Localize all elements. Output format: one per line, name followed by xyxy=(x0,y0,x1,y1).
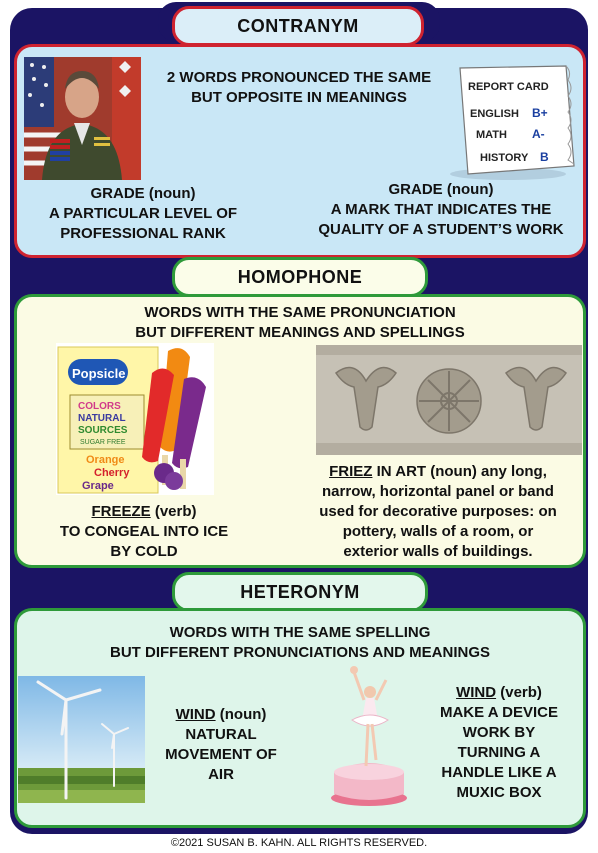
homophone-left-definition xyxy=(30,502,258,562)
definition-line: GRADE (noun) xyxy=(388,181,494,198)
heteronym-right-word: WIND xyxy=(456,684,497,701)
popsicle-box-line: COLORS xyxy=(78,401,121,412)
report-card-grade: B xyxy=(540,150,549,164)
popsicle-brand-text: Popsicle xyxy=(72,366,126,381)
homophone-left-pos: (verb) xyxy=(150,503,197,520)
copyright-footer: ©2021 SUSAN B. KAHN. ALL RIGHTS RESERVED. xyxy=(170,837,428,849)
popsicle-box-line: SOURCES xyxy=(78,425,128,436)
heteronym-heading-line: WORDS WITH THE SAME SPELLING xyxy=(169,624,431,641)
definition-line: QUALITY OF A STUDENT’S WORK xyxy=(318,221,564,238)
contranym-title: CONTRANYM xyxy=(172,6,424,46)
homophone-right-word: FRIEZ xyxy=(329,463,373,480)
definition-line: PROFESSIONAL RANK xyxy=(60,225,226,242)
heteronym-right-definition xyxy=(414,683,584,803)
wind-turbines-image xyxy=(18,676,145,803)
homophone-title: HOMOPHONE xyxy=(172,257,428,297)
heteronym-left-definition xyxy=(152,705,290,785)
general-photo xyxy=(24,57,141,180)
heteronym-left-pos: (noun) xyxy=(215,706,267,723)
report-card-title: REPORT CARD xyxy=(468,81,549,93)
homophone-right-definition xyxy=(304,462,572,562)
popsicle-flavor: Orange xyxy=(86,454,125,466)
popsicle-flavor: Grape xyxy=(82,480,114,492)
homophone-heading-line: WORDS WITH THE SAME PRONUNCIATION xyxy=(144,304,456,321)
heteronym-left-word: WIND xyxy=(175,706,216,723)
homophone-heading xyxy=(14,303,586,343)
report-card-grade: A- xyxy=(532,127,545,141)
popsicle-sugar-free: SUGAR FREE xyxy=(80,439,126,446)
heteronym-heading-line: BUT DIFFERENT PRONUNCIATIONS AND MEANINGS xyxy=(110,644,490,661)
definition-line: GRADE (noun) xyxy=(90,185,196,202)
definition-line: TURNING A xyxy=(457,744,541,761)
definition-line: AIR xyxy=(208,766,234,783)
heteronym-right-pos: (verb) xyxy=(496,684,542,701)
report-card-subject: MATH xyxy=(476,129,507,141)
definition-line: MOVEMENT OF xyxy=(165,746,277,763)
popsicle-flavor: Cherry xyxy=(94,467,130,479)
report-card-image xyxy=(446,62,578,182)
definition-line: A PARTICULAR LEVEL OF xyxy=(48,205,238,222)
frieze-image xyxy=(316,345,582,455)
definition-line: A MARK THAT INDICATES THE xyxy=(330,201,552,218)
popsicle-image xyxy=(56,343,214,495)
report-card-grade: B+ xyxy=(532,106,548,120)
contranym-heading xyxy=(141,68,457,108)
definition-line: pottery, walls of a room, or xyxy=(342,523,534,540)
definition-line: used for decorative purposes: on xyxy=(319,503,557,520)
definition-line: MUXIC BOX xyxy=(456,784,542,801)
report-card-subject: ENGLISH xyxy=(470,108,519,120)
music-box-ballerina-image xyxy=(326,662,412,808)
homophone-right-rest: IN ART (noun) any long, xyxy=(372,463,547,480)
contranym-left-definition xyxy=(20,184,266,244)
contranym-heading-line: BUT OPPOSITE IN MEANINGS xyxy=(191,89,407,106)
popsicle-box-line: NATURAL xyxy=(78,413,126,424)
definition-line: exterior walls of buildings. xyxy=(343,543,533,560)
heteronym-title: HETERONYM xyxy=(172,572,428,612)
definition-line: TO CONGEAL INTO ICE xyxy=(59,523,229,540)
homophone-left-word: FREEZE xyxy=(91,503,151,520)
definition-line: MAKE A DEVICE xyxy=(439,704,559,721)
definition-line: BY COLD xyxy=(110,543,178,560)
report-card-subject: HISTORY xyxy=(480,152,529,164)
heteronym-heading xyxy=(14,623,586,663)
definition-line: WORK BY xyxy=(462,724,536,741)
definition-line: NATURAL xyxy=(185,726,257,743)
contranym-heading-line: 2 WORDS PRONOUNCED THE SAME xyxy=(166,69,432,86)
definition-line: HANDLE LIKE A xyxy=(441,764,557,781)
contranym-right-definition xyxy=(296,180,586,240)
homophone-heading-line: BUT DIFFERENT MEANINGS AND SPELLINGS xyxy=(135,324,465,341)
definition-line: narrow, horizontal panel or band xyxy=(322,483,554,500)
